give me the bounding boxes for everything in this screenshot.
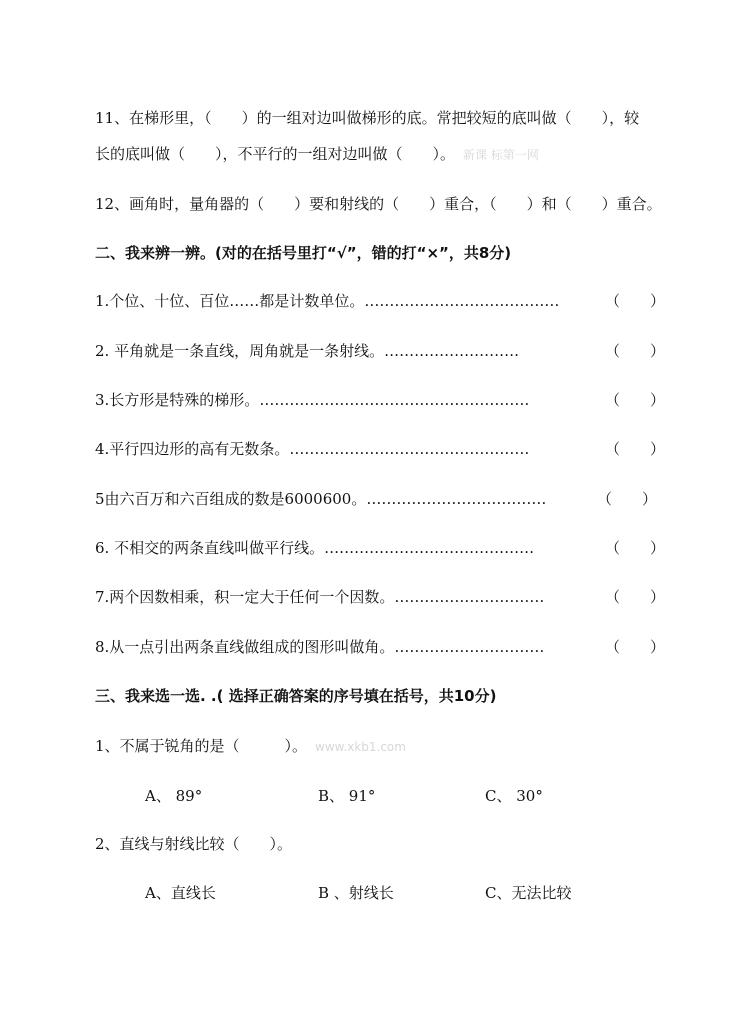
option-c: C、无法比较 <box>485 884 572 902</box>
option-b: B 、射线长 <box>318 884 394 902</box>
answer-bracket: （ ） <box>604 292 665 310</box>
question-11-line1: 11、在梯形里，（ ）的一组对边叫做梯形的底。常把较短的底叫做（ ），较 <box>95 109 640 127</box>
question-11-line2 <box>95 144 539 165</box>
judge-item-text: 1.个位、十位、百位……都是计数单位。………………………………… <box>95 292 560 310</box>
judge-item-text: 8.从一点引出两条直线做组成的图形叫做角。………………………… <box>95 638 545 656</box>
choice-question-1 <box>95 736 406 757</box>
choice-question-1-text: 1、不属于锐角的是（ ）。 <box>95 737 308 755</box>
option-a: A、 89° <box>145 787 203 805</box>
question-11-line2-text: 长的底叫做（ ），不平行的一组对边叫做（ ）。 <box>95 145 456 163</box>
choice-question-2: 2、直线与射线比较（ ）。 <box>95 835 293 853</box>
answer-bracket: （ ） <box>604 588 665 606</box>
judge-item-text: 2. 平角就是一条直线，周角就是一条射线。……………………… <box>95 342 520 360</box>
judge-item-text: 4.平行四边形的高有无数条。………………………………………… <box>95 440 530 458</box>
judge-item-text: 5由六百万和六百组成的数是6000600。……………………………… <box>95 490 547 508</box>
answer-bracket: （ ） <box>604 440 665 458</box>
answer-bracket: （ ） <box>604 342 665 360</box>
answer-bracket: （ ） <box>596 490 657 508</box>
question-12: 12、画角时，量角器的（ ）要和射线的（ ）重合，（ ）和（ ）重合。 <box>95 195 662 213</box>
judge-item-text: 3.长方形是特殊的梯形。……………………………………………… <box>95 391 530 409</box>
answer-bracket: （ ） <box>604 539 665 557</box>
answer-bracket: （ ） <box>604 638 665 656</box>
section-3-heading: 三、我来选一选. .( 选择正确答案的序号填在括号，共10分) <box>95 687 497 705</box>
answer-bracket: （ ） <box>604 391 665 409</box>
option-c: C、 30° <box>485 787 543 805</box>
watermark-text: www.xkb1.com <box>315 740 406 754</box>
judge-item-text: 7.两个因数相乘，积一定大于任何一个因数。………………………… <box>95 588 545 606</box>
watermark-text: 新课 标第一网 <box>463 148 539 162</box>
option-a: A、直线长 <box>145 884 216 902</box>
option-b: B、 91° <box>318 787 376 805</box>
section-2-heading: 二、我来辨一辨。(对的在括号里打“√”，错的打“×”，共8分) <box>95 244 512 262</box>
judge-item-text: 6. 不相交的两条直线叫做平行线。…………………………………… <box>95 539 535 557</box>
